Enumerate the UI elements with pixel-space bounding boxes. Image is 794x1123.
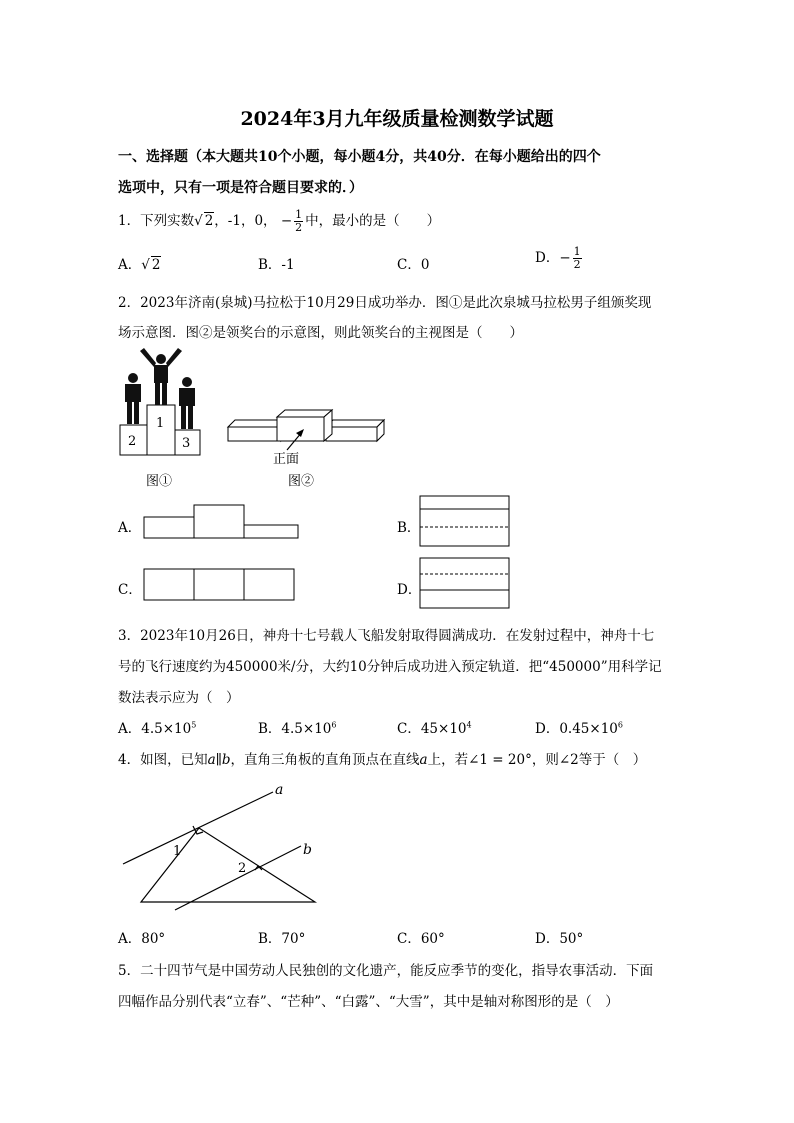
question-2-line2: 场示意图．图②是领奖台的示意图，则此领奖台的主视图是（ ） — [118, 325, 523, 341]
podium-label-3: 3 — [182, 436, 191, 451]
triangle — [141, 828, 315, 902]
label-angle-2: 2 — [238, 861, 247, 876]
q2-option-a-figure[interactable] — [142, 503, 302, 541]
label-b: b — [303, 842, 312, 858]
q4-option-c[interactable]: C．60° — [397, 931, 445, 947]
question-3-line2: 号的飞行速度约为450000米/分，大约10分钟后成功进入预定轨道．把“450000”用科学记 — [118, 659, 662, 675]
label-a: a — [275, 782, 284, 798]
question-3-line1: 3．2023年10月26日，神舟十七号载人飞船发射取得圆满成功．在发射过程中，神舟十七 — [118, 628, 655, 644]
q3-option-a[interactable]: A．$4.5\times 10^5$ — [118, 720, 197, 737]
section-heading-line2: 选项中，只有一项是符合题目要求的．） — [118, 180, 363, 196]
q4-figure — [115, 780, 325, 912]
label-angle-1: 1 — [173, 844, 182, 859]
q1-frac-sign: − — [280, 213, 293, 229]
q2-option-d-label[interactable]: D． — [397, 582, 422, 598]
question-5-line1: 5．二十四节气是中国劳动人民独创的文化遗产，能反应季节的变化，指导农事活动．下面 — [118, 963, 654, 979]
podium-3d-figure — [228, 410, 384, 441]
q4-option-b[interactable]: B．70° — [258, 931, 306, 947]
q3-option-c[interactable]: C．$45\times 10^4$ — [397, 720, 472, 737]
line-b — [175, 846, 301, 910]
page-title: 2024年3月九年级质量检测数学试题 — [240, 108, 554, 130]
q2-option-b-figure[interactable] — [419, 495, 511, 549]
q2-option-c-label[interactable]: C． — [118, 582, 142, 598]
fig1-caption: 图① — [146, 474, 173, 489]
q4-option-d[interactable]: D．50° — [535, 931, 584, 947]
podium-label-1: 1 — [156, 416, 165, 431]
q1-suffix: 中，最小的是（ ） — [305, 213, 441, 229]
q2-option-c-figure[interactable] — [142, 567, 298, 603]
line-a — [123, 792, 273, 864]
section-heading-line1: 一、选择题（本大题共10个小题，每小题4分，共40分．在每小题给出的四个 — [118, 149, 601, 165]
q1-sqrt: √ 2 — [194, 213, 214, 229]
q2-option-d-figure[interactable] — [419, 557, 511, 611]
q4-option-a[interactable]: A．80° — [118, 931, 166, 947]
question-1 — [118, 209, 440, 234]
q2-figures — [110, 345, 410, 490]
question-3-line3: 数法表示应为（ ） — [118, 690, 240, 706]
q1-option-d[interactable]: D．− $\frac{1}{2}$ — [535, 245, 581, 271]
q3-option-d[interactable]: D．$0.45\times 10^6$ — [535, 720, 623, 737]
q1-prefix: 1．下列实数 — [118, 213, 195, 229]
q1-fraction: $\frac{1}{2}$ — [295, 208, 303, 234]
podium-label-2: 2 — [128, 434, 137, 449]
q1-option-a[interactable]: A．√ 2 — [118, 257, 161, 273]
question-4: 4．如图，已知a∥b，直角三角板的直角顶点在直线a上，若∠1 = 20°，则∠2等于（ ） — [118, 752, 647, 768]
q1-option-c[interactable]: C．0 — [397, 257, 430, 273]
q2-option-b-label[interactable]: B． — [397, 520, 421, 536]
fig2-caption: 图② — [288, 474, 315, 489]
front-label: 正面 — [273, 452, 300, 467]
q2-option-a-label[interactable]: A． — [118, 520, 142, 536]
question-2-line1: 2．2023年济南(泉城)马拉松于10月29日成功举办．图①是此次泉城马拉松男子组颁奖现 — [118, 295, 652, 311]
q1-option-b[interactable]: B．-1 — [258, 257, 295, 273]
q1-middle: ，-1，0， — [214, 213, 277, 229]
question-5-line2: 四幅作品分别代表“立春”、“芒种”、“白露”、“大雪”，其中是轴对称图形的是（ ） — [118, 994, 619, 1010]
q3-option-b[interactable]: B．$4.5\times 10^6$ — [258, 720, 337, 737]
